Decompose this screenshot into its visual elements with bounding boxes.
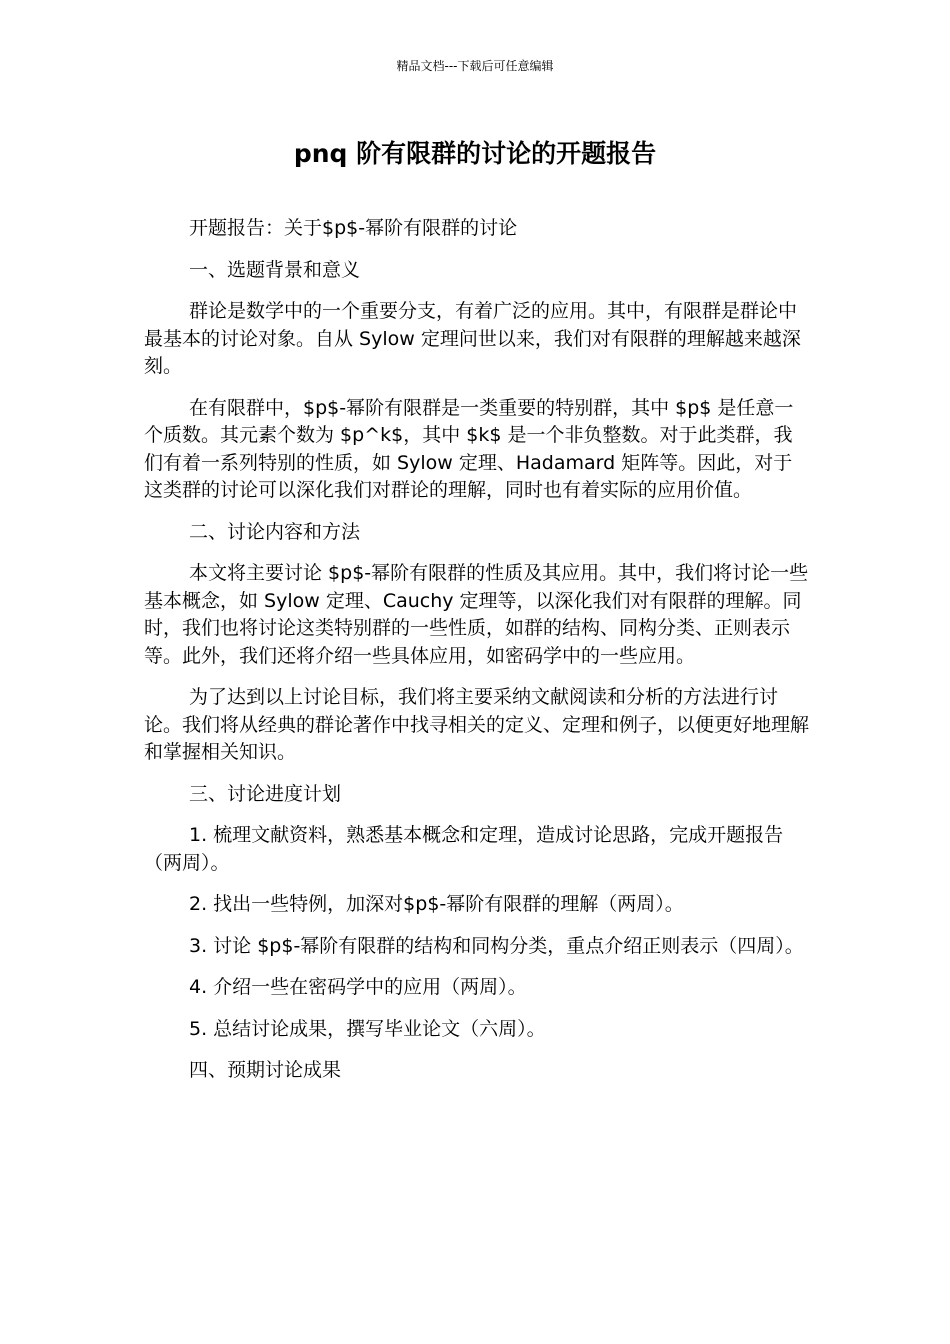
schedule-item: 5. 总结讨论成果，撰写毕业论文（六周）。 xyxy=(189,1017,546,1040)
body-paragraph: 群论是数学中的一个重要分支，有着广泛的应用。其中，有限群是群论中最基本的讨论对象。自从 Sylow 定理问世以来，我们对有限群的理解越来越深刻。 xyxy=(144,300,801,377)
section-heading-background: 一、选题背景和意义 xyxy=(189,258,361,281)
schedule-item: 4. 介绍一些在密码学中的应用（两周）。 xyxy=(189,976,527,998)
body-paragraph: 本文将主要讨论 $p$-幂阶有限群的性质及其应用。其中，我们将讨论一些基本概念，如 Sylow 定理、Cauchy 定理等，以深化我们对有限群的理解。同时，我们也将讨论这类特别群的一些性质，如群的结构、同构分类、正则表示等。此外，我们还将介绍一些具体应用，如密码学中的一些应用。 xyxy=(144,562,809,667)
document-body xyxy=(144,215,810,1099)
section-heading-schedule: 三、讨论进度计划 xyxy=(189,782,342,805)
report-subject: 开题报告：关于$p$-幂阶有限群的讨论 xyxy=(189,217,518,239)
section-heading-content-method: 二、讨论内容和方法 xyxy=(189,520,361,543)
body-paragraph: 为了达到以上讨论目标，我们将主要采纳文献阅读和分析的方法进行讨论。我们将从经典的群论著作中找寻相关的定义、定理和例子，以便更好地理解和掌握相关知识。 xyxy=(144,686,810,763)
schedule-item: 3. 讨论 $p$-幂阶有限群的结构和同构分类，重点介绍正则表示（四周）。 xyxy=(189,934,804,957)
section-heading-expected-results: 四、预期讨论成果 xyxy=(189,1059,342,1081)
header-note: 精品文档---下载后可任意编辑 xyxy=(396,59,554,73)
body-paragraph: 在有限群中，$p$-幂阶有限群是一类重要的特别群，其中 $p$ 是任意一个质数。其元素个数为 $p^k$，其中 $k$ 是一个非负整数。对于此类群，我们有着一系列特别的性质，如 Sylow 定理、Hadamard 矩阵等。因此，对于这类群的讨论可以深化我们对群论的理解，同时也有着实际的应用价值。 xyxy=(144,396,794,501)
schedule-item: 1. 梳理文献资料，熟悉基本概念和定理，造成讨论思路，完成开题报告（两周）。 xyxy=(144,824,784,874)
document-title: pnq 阶有限群的讨论的开题报告 xyxy=(293,139,657,168)
schedule-item: 2. 找出一些特例，加深对$p$-幂阶有限群的理解（两周）。 xyxy=(189,893,684,915)
